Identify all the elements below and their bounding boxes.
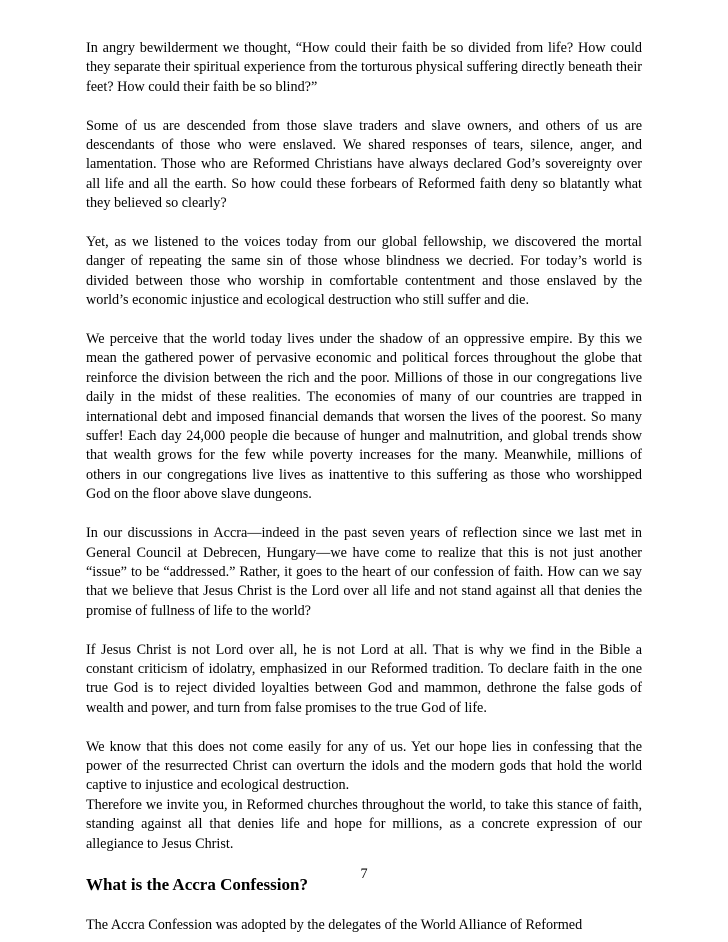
paragraph-8: Therefore we invite you, in Reformed churches throughout the world, to take this stance of faith, standing against all that denies life and hope for millions, as a concrete expression of our allegiance to Jesus Christ. (86, 796, 642, 852)
document-page (86, 39, 642, 935)
paragraph-5: In our discussions in Accra—indeed in the past seven years of reflection since we last met in General Council at Debrecen, Hungary—we have come to realize that this is not just another “issue” to be “addressed.” Rather, it goes to the heart of our confession of faith. How can we say that we believe that Jesus Christ is the Lord over all life and not stand against all that denies the promise of fullness of life to the world? (86, 525, 642, 619)
paragraph-4: We perceive that the world today lives under the shadow of an oppressive empire. By this we mean the gathered power of pervasive economic and political forces throughout the globe that reinforce the division between the rich and the poor. Millions of those in our congregations live daily in the midst of these realities. The economies of many of our countries are trapped in international debt and imposed financial demands that worsen the lives of the poorest. So many suffer! Each day 24,000 people die because of hunger and malnutrition, and global trends show that wealth grows for the few while poverty increases for the many. Meanwhile, millions of others in our congregations live lives as inattentive to this suffering as those who worshipped God on the floor above slave dungeons. (86, 331, 642, 503)
page-number: 7 (360, 866, 368, 882)
paragraph-3: Yet, as we listened to the voices today from our global fellowship, we discovered the mortal danger of repeating the same sin of those whose blindness we decried. For today’s world is divided between those who worship in comfortable contentment and those enslaved by the world’s economic injustice and ecological destruction who still suffer and die. (86, 234, 642, 309)
paragraph-2: Some of us are descended from those slave traders and slave owners, and others of us are descendants of those who were enslaved. We shared responses of tears, silence, anger, and lamentation. Those who are Reformed Christians have always declared God’s sovereignty over all life and all the earth. So how could these forbears of Reformed faith deny so blatantly what they believed so clearly? (86, 117, 642, 212)
section-heading: What is the Accra Confession? (86, 874, 308, 894)
paragraph-9: The Accra Confession was adopted by the delegates of the World Alliance of Reformed (86, 916, 583, 933)
paragraph-6: If Jesus Christ is not Lord over all, he is not Lord at all. That is why we find in the Bible a constant criticism of idolatry, emphasized in our Reformed tradition. To declare faith in the one true God is to reject divided loyalties between God and mammon, dethrone the false gods of wealth and power, and turn from false promises to the true God of life. (86, 641, 642, 716)
paragraph-7: We know that this does not come easily for any of us. Yet our hope lies in confessing that the power of the resurrected Christ can overturn the idols and the modern gods that hold the world captive to injustice and ecological destruction. (86, 738, 642, 794)
paragraph-1: In angry bewilderment we thought, “How could their faith be so divided from life? How could they separate their spiritual experience from the torturous physical suffering directly beneath their feet? How could their faith be so blind?” (86, 40, 642, 95)
